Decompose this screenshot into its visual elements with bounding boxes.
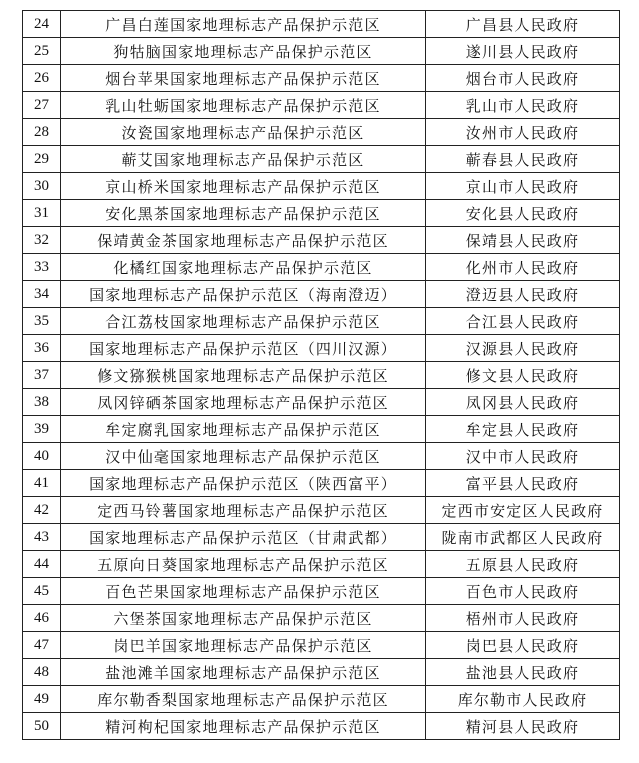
government-cell: 凤冈县人民政府	[426, 389, 620, 416]
row-number: 35	[23, 308, 61, 335]
government-cell: 乳山市人民政府	[426, 92, 620, 119]
government-cell: 修文县人民政府	[426, 362, 620, 389]
government-cell: 汝州市人民政府	[426, 119, 620, 146]
table-row	[23, 686, 620, 713]
row-number: 37	[23, 362, 61, 389]
row-number: 40	[23, 443, 61, 470]
table-row	[23, 416, 620, 443]
demonstration-zone-table	[22, 10, 620, 740]
table-row	[23, 632, 620, 659]
row-number: 29	[23, 146, 61, 173]
zone-name-cell: 蕲艾国家地理标志产品保护示范区	[61, 146, 426, 173]
zone-name-cell: 保靖黄金茶国家地理标志产品保护示范区	[61, 227, 426, 254]
zone-name-cell: 定西马铃薯国家地理标志产品保护示范区	[61, 497, 426, 524]
table-row	[23, 551, 620, 578]
table-row	[23, 497, 620, 524]
government-cell: 盐池县人民政府	[426, 659, 620, 686]
row-number: 42	[23, 497, 61, 524]
table-body	[23, 11, 620, 740]
row-number: 38	[23, 389, 61, 416]
table-row	[23, 524, 620, 551]
table-row	[23, 254, 620, 281]
table-row	[23, 92, 620, 119]
government-cell: 百色市人民政府	[426, 578, 620, 605]
table-row	[23, 335, 620, 362]
table-row	[23, 659, 620, 686]
zone-name-cell: 六堡茶国家地理标志产品保护示范区	[61, 605, 426, 632]
zone-name-cell: 五原向日葵国家地理标志产品保护示范区	[61, 551, 426, 578]
zone-name-cell: 百色芒果国家地理标志产品保护示范区	[61, 578, 426, 605]
zone-name-cell: 京山桥米国家地理标志产品保护示范区	[61, 173, 426, 200]
zone-name-cell: 国家地理标志产品保护示范区（陕西富平）	[61, 470, 426, 497]
government-cell: 汉源县人民政府	[426, 335, 620, 362]
zone-name-cell: 凤冈锌硒茶国家地理标志产品保护示范区	[61, 389, 426, 416]
row-number: 32	[23, 227, 61, 254]
zone-name-cell: 汝瓷国家地理标志产品保护示范区	[61, 119, 426, 146]
government-cell: 梧州市人民政府	[426, 605, 620, 632]
zone-name-cell: 广昌白莲国家地理标志产品保护示范区	[61, 11, 426, 38]
row-number: 48	[23, 659, 61, 686]
row-number: 49	[23, 686, 61, 713]
government-cell: 安化县人民政府	[426, 200, 620, 227]
zone-name-cell: 国家地理标志产品保护示范区（海南澄迈）	[61, 281, 426, 308]
government-cell: 五原县人民政府	[426, 551, 620, 578]
zone-name-cell: 合江荔枝国家地理标志产品保护示范区	[61, 308, 426, 335]
zone-name-cell: 化橘红国家地理标志产品保护示范区	[61, 254, 426, 281]
table-row	[23, 146, 620, 173]
zone-name-cell: 国家地理标志产品保护示范区（四川汉源）	[61, 335, 426, 362]
row-number: 47	[23, 632, 61, 659]
table-row	[23, 227, 620, 254]
table-row	[23, 443, 620, 470]
table-row	[23, 713, 620, 740]
zone-name-cell: 汉中仙毫国家地理标志产品保护示范区	[61, 443, 426, 470]
row-number: 43	[23, 524, 61, 551]
government-cell: 烟台市人民政府	[426, 65, 620, 92]
government-cell: 澄迈县人民政府	[426, 281, 620, 308]
government-cell: 富平县人民政府	[426, 470, 620, 497]
table-row	[23, 605, 620, 632]
row-number: 46	[23, 605, 61, 632]
row-number: 39	[23, 416, 61, 443]
table-row	[23, 308, 620, 335]
row-number: 26	[23, 65, 61, 92]
row-number: 41	[23, 470, 61, 497]
zone-name-cell: 牟定腐乳国家地理标志产品保护示范区	[61, 416, 426, 443]
table-row	[23, 173, 620, 200]
row-number: 30	[23, 173, 61, 200]
row-number: 31	[23, 200, 61, 227]
government-cell: 化州市人民政府	[426, 254, 620, 281]
government-cell: 精河县人民政府	[426, 713, 620, 740]
row-number: 27	[23, 92, 61, 119]
zone-name-cell: 岗巴羊国家地理标志产品保护示范区	[61, 632, 426, 659]
government-cell: 保靖县人民政府	[426, 227, 620, 254]
row-number: 34	[23, 281, 61, 308]
row-number: 28	[23, 119, 61, 146]
row-number: 45	[23, 578, 61, 605]
table-row	[23, 65, 620, 92]
government-cell: 蕲春县人民政府	[426, 146, 620, 173]
government-cell: 京山市人民政府	[426, 173, 620, 200]
zone-name-cell: 精河枸杞国家地理标志产品保护示范区	[61, 713, 426, 740]
table-row	[23, 362, 620, 389]
government-cell: 遂川县人民政府	[426, 38, 620, 65]
row-number: 33	[23, 254, 61, 281]
government-cell: 陇南市武都区人民政府	[426, 524, 620, 551]
zone-name-cell: 修文猕猴桃国家地理标志产品保护示范区	[61, 362, 426, 389]
zone-name-cell: 烟台苹果国家地理标志产品保护示范区	[61, 65, 426, 92]
row-number: 24	[23, 11, 61, 38]
zone-name-cell: 国家地理标志产品保护示范区（甘肃武都）	[61, 524, 426, 551]
government-cell: 定西市安定区人民政府	[426, 497, 620, 524]
row-number: 50	[23, 713, 61, 740]
row-number: 44	[23, 551, 61, 578]
government-cell: 库尔勒市人民政府	[426, 686, 620, 713]
table-row	[23, 38, 620, 65]
zone-name-cell: 安化黑茶国家地理标志产品保护示范区	[61, 200, 426, 227]
table-row	[23, 389, 620, 416]
zone-name-cell: 乳山牡蛎国家地理标志产品保护示范区	[61, 92, 426, 119]
table-row	[23, 119, 620, 146]
table-row	[23, 11, 620, 38]
table-row	[23, 281, 620, 308]
zone-name-cell: 狗牯脑国家地理标志产品保护示范区	[61, 38, 426, 65]
government-cell: 岗巴县人民政府	[426, 632, 620, 659]
zone-name-cell: 盐池滩羊国家地理标志产品保护示范区	[61, 659, 426, 686]
government-cell: 广昌县人民政府	[426, 11, 620, 38]
row-number: 36	[23, 335, 61, 362]
government-cell: 牟定县人民政府	[426, 416, 620, 443]
table-row	[23, 200, 620, 227]
government-cell: 合江县人民政府	[426, 308, 620, 335]
table-row	[23, 470, 620, 497]
table-row	[23, 578, 620, 605]
government-cell: 汉中市人民政府	[426, 443, 620, 470]
row-number: 25	[23, 38, 61, 65]
zone-name-cell: 库尔勒香梨国家地理标志产品保护示范区	[61, 686, 426, 713]
